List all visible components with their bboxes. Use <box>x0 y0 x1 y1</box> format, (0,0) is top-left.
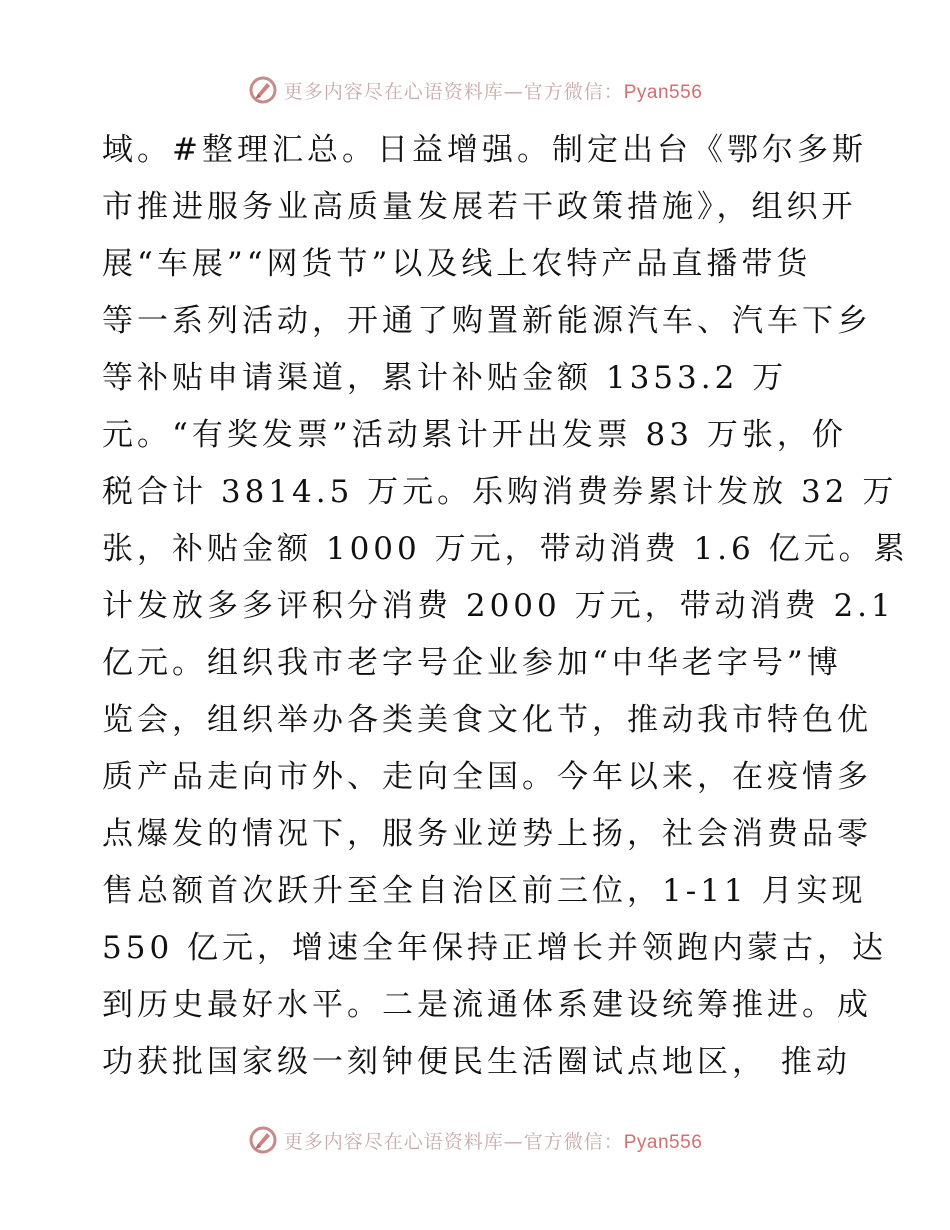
body-line: 域。#整理汇总。日益增强。制定出台《鄂尔多斯 <box>102 132 867 168</box>
header-brand-text: 更多内容尽在心语资料库 <box>283 80 504 103</box>
header-contact-id: Pyan556 <box>623 81 703 103</box>
brand-logo-icon <box>248 75 278 105</box>
body-line: 元。“有奖发票”活动累计开出发票 83 万张，价 <box>102 417 847 453</box>
body-line: 功获批国家级一刻钟便民生活圈试点地区， 推动 <box>102 1044 851 1080</box>
header-contact-label: 官方微信： <box>523 80 624 103</box>
body-line: 550 亿元，增速全年保持正增长并领跑内蒙古，达 <box>102 930 888 966</box>
header-watermark-banner <box>0 68 950 112</box>
header-separator: — <box>503 80 524 103</box>
body-line: 市推进服务业高质量发展若干政策措施》，组织开 <box>102 189 857 225</box>
body-line: 税合计 3814.5 万元。乐购消费券累计发放 32 万 <box>102 474 898 510</box>
body-line: 计发放多多评积分消费 2000 万元，带动消费 2.1 <box>102 588 895 624</box>
body-line: 点爆发的情况下，服务业逆势上扬，社会消费品零 <box>102 816 872 852</box>
brand-logo-icon <box>248 1125 278 1155</box>
body-line: 质产品走向市外、走向全国。今年以来，在疫情多 <box>102 759 872 795</box>
footer-brand-text: 更多内容尽在心语资料库 <box>283 1130 504 1153</box>
footer-contact-label: 官方微信： <box>523 1130 624 1153</box>
body-line: 到历史最好水平。二是流通体系建设统筹推进。成 <box>102 987 872 1023</box>
body-line: 售总额首次跃升至全自治区前三位，1-11 月实现 <box>102 873 867 909</box>
footer-banner-text <box>284 1127 703 1154</box>
body-line: 展“车展”“网货节”以及线上农特产品直播带货 <box>102 246 812 282</box>
body-line: 等补贴申请渠道，累计补贴金额 1353.2 万 <box>102 360 788 396</box>
body-line: 等一系列活动，开通了购置新能源汽车、汽车下乡 <box>102 303 872 339</box>
body-line: 览会，组织举办各类美食文化节，推动我市特色优 <box>102 702 872 738</box>
body-line: 张，补贴金额 1000 万元，带动消费 1.6 亿元。累 <box>102 531 909 567</box>
body-line: 亿元。组织我市老字号企业参加“中华老字号”博 <box>102 645 842 681</box>
header-banner-text <box>284 77 703 104</box>
footer-watermark-banner <box>0 1118 950 1162</box>
document-body <box>102 122 909 1091</box>
footer-separator: — <box>503 1130 524 1153</box>
footer-contact-id: Pyan556 <box>623 1131 703 1153</box>
